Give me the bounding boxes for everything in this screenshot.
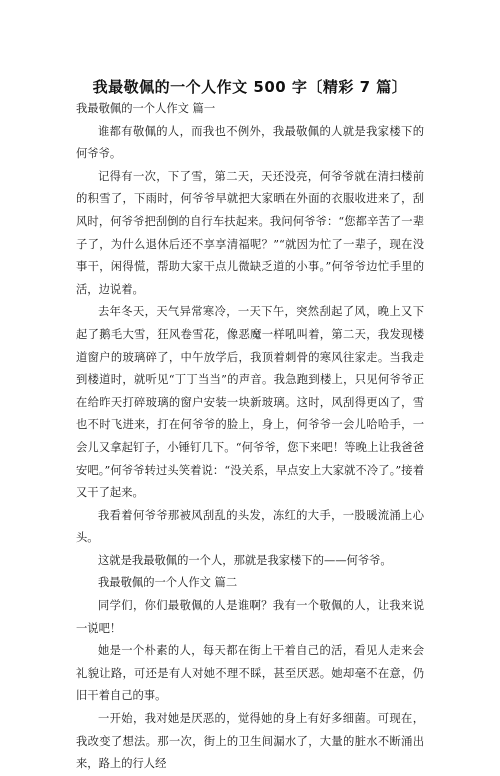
paragraph: 我看着何爷爷那被风刮乱的头发，冻红的大手，一股暖流涌上心头。 (76, 508, 424, 545)
paragraph: 她是一个朴素的人，每天都在街上干着自己的活，看见人走来会礼貌让路，可还是有人对她不理不睬，甚至厌恶。她却毫不在意，仍旧干着自己的事。 (76, 644, 424, 703)
paragraph: 同学们，你们最敬佩的人是谁啊？我有一个敬佩的人，让我来说一说吧！ (76, 599, 424, 635)
paragraph: 谁都有敬佩的人，而我也不例外，我最敬佩的人就是我家楼下的何爷爷。 (76, 124, 424, 161)
paragraph: 一开始，我对她是厌恶的，觉得她的身上有好多细菌。可现在，我改变了想法。那一次，街上的卫生间漏水了，大量的脏水不断涌出来，路上的行人经 (76, 712, 424, 771)
section-heading: 我最敬佩的一个人作文 篇二 (98, 576, 238, 590)
paragraph: 记得有一次，下了雪，第二天，天还没亮，何爷爷就在清扫楼前的积雪了，下雨时，何爷爷早就把大家晒在外面的衣服收进来了，刮风时，何爷爷把刮倒的自行车扶起来。我问何爷爷：“您都辛苦了一辈子了，为什么退休后还不享享清福呢？”“就因为忙了一辈子，现在没事干，闲得慌，帮助大家干点儿微缺乏道的小事。”何爷爷边忙手里的活，边说着。 (76, 169, 424, 296)
document-body (76, 98, 424, 776)
section-heading: 我最敬佩的一个人作文 篇一 (76, 102, 216, 115)
paragraph: 这就是我最敬佩的一个人，那就是我家楼下的——何爷爷。 (98, 553, 392, 567)
document-title: 我最敬佩的一个人作文 500 字〔精彩 7 篇〕 (92, 78, 408, 96)
paragraph: 去年冬天，天气异常寒冷，一天下午，突然刮起了风，晚上又下起了鹅毛大雪，狂风卷雪花，像恶魔一样吼叫着，第二天，我发现楼道窗户的玻璃碎了，中午放学后，我顶着刺骨的寒风往家走。当我走到楼道时，就听见“丁丁当当”的声音。我急跑到楼上，只见何爷爷正在给昨天打碎玻璃的窗户安装一块新玻璃。这时，风刮得更凶了，雪也不时飞进来，打在何爷爷的脸上，身上，何爷爷一会儿哈哈手，一会儿又拿起钉子，小锤钉几下。“何爷爷，您下来吧！等晚上让我爸爸安吧。”何爷爷转过头笑着说：“没关系，早点安上大家就不冷了。”接着又干了起来。 (76, 305, 424, 500)
